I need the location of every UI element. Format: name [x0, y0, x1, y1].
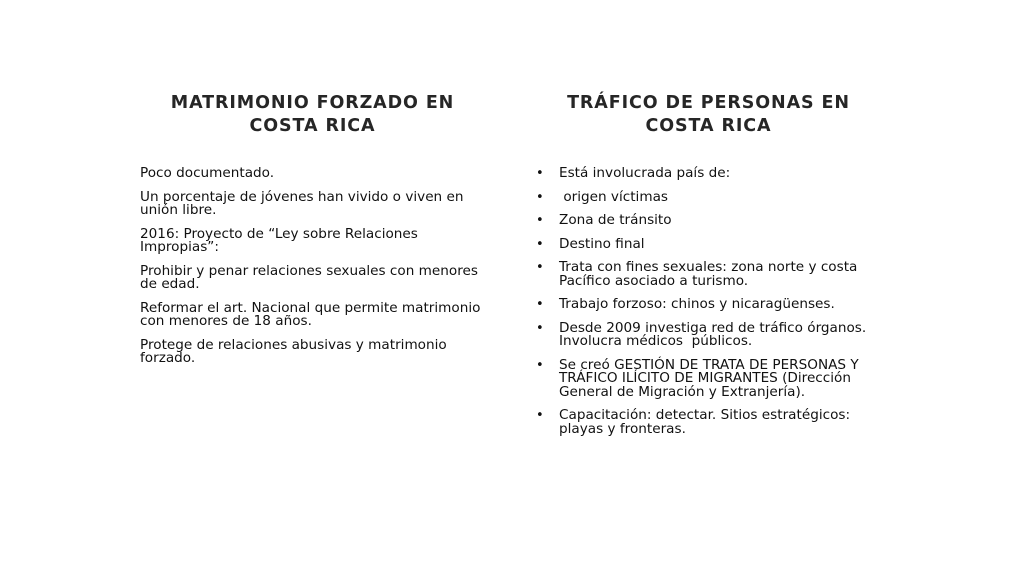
bullet-text: Capacitación: detectar. Sitios estratégicos: playas y fronteras. [559, 407, 851, 437]
bullet-icon: • [536, 408, 544, 423]
bullet-icon: • [536, 189, 544, 205]
bullet-item [536, 235, 881, 252]
left-column-title: MATRIMONIO FORZADO EN COSTA RICA [170, 93, 455, 136]
right-column-title: TRÁFICO DE PERSONAS EN COSTA RICA [567, 93, 850, 136]
bullet-text: Trabajo forzoso: chinos y nicaragüenses. [559, 296, 835, 312]
list-item: Prohibir y penar relaciones sexuales con menores de edad. [140, 262, 478, 292]
bullet-icon: • [536, 320, 544, 336]
bullet-text: origen víctimas [559, 188, 668, 205]
right-column-list [536, 167, 881, 446]
list-item: Reformar el art. Nacional que permite matrimonio con menores de 18 años. [140, 299, 481, 329]
left-column [140, 92, 485, 366]
left-column-list [140, 167, 485, 376]
bullet-item [536, 261, 881, 288]
bullet-item [536, 214, 881, 228]
bullet-item [536, 167, 881, 181]
bullet-item [536, 319, 881, 349]
list-item: Un porcentaje de jóvenes han vivido o viven en unión libre. [140, 188, 464, 218]
bullet-icon: • [536, 357, 544, 373]
bullet-text: Está involucrada país de: [559, 165, 731, 181]
bullet-text: Trata con fines sexuales: zona norte y costa Pacífico asociado a turismo. [559, 259, 858, 289]
right-column [536, 92, 881, 437]
bullet-text: Zona de tránsito [559, 212, 672, 228]
bullet-item [536, 356, 881, 400]
bullet-item [536, 188, 881, 205]
list-item: Poco documentado. [140, 165, 275, 181]
bullet-icon: • [536, 236, 544, 252]
bullet-item [536, 298, 881, 312]
bullet-icon: • [536, 213, 544, 228]
bullet-icon: • [536, 166, 544, 181]
bullet-text: Desde 2009 investiga red de tráfico órganos. Involucra médicos públicos. [559, 319, 871, 349]
list-item: 2016: Proyecto de “Ley sobre Relaciones Impropias”: [140, 225, 418, 255]
bullet-text: Se creó GESTIÓN DE TRATA DE PERSONAS Y TRÁFICO ILÍCITO DE MIGRANTES (Dirección General de Migración y Extranjería). [559, 356, 859, 400]
bullet-icon: • [536, 297, 544, 312]
list-item: Protege de relaciones abusivas y matrimonio forzado. [140, 336, 447, 366]
bullet-icon: • [536, 260, 544, 275]
bullet-text: Destino final [559, 235, 645, 252]
bullet-item [536, 409, 881, 436]
